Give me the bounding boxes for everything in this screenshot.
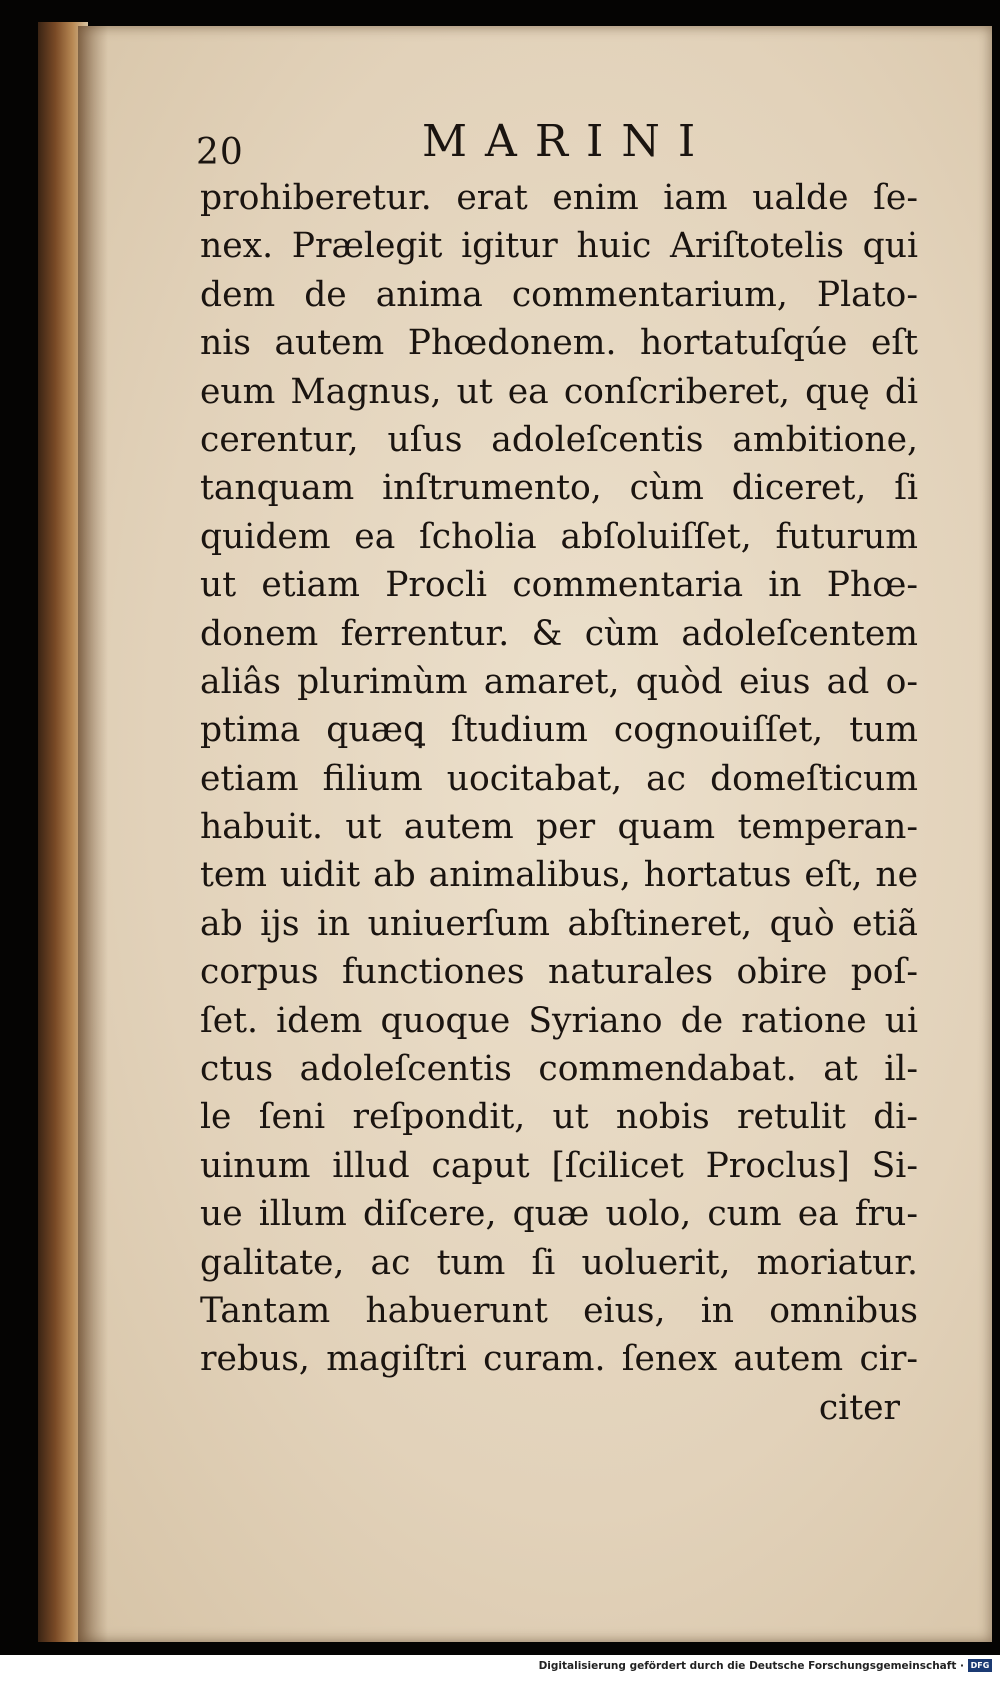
text-line: cerentur, uſus adoleſcentis ambitione, [200,419,918,460]
text-line: corpus functiones naturales obire poſ- [200,952,918,993]
text-line: ab ijs in uniuerſum abſtineret, quò etiã [200,903,918,944]
page-number: 20 [196,132,244,173]
text-line: ctus adoleſcentis commendabat. at il- [200,1049,918,1090]
text-line: tem uidit ab animalibus, hortatus eſt, ne [200,855,918,896]
text-line: Tantam habuerunt eius, in omnibus [200,1290,918,1331]
text-line: uinum illud caput [ſcilicet Proclus] Si- [200,1145,918,1186]
text-block [196,112,930,1432]
text-line: ptima quæꝗ ſtudium cognouiſſet, tum [200,710,918,751]
running-title: MARINI [422,116,714,167]
text-line: aliâs plurimùm amaret, quòd eius ad o- [200,661,918,702]
text-line: prohiberetur. erat enim iam ualde ſe- [200,178,918,218]
body-text [200,174,930,1384]
text-line: rebus, magiſtri curam. ſenex autem cir- [200,1339,918,1380]
footer-bar [0,1655,1000,1685]
text-line: ut etiam Procli commentaria in Phœ- [200,565,918,606]
text-line: ſet. idem quoque Syriano de ratione ui [200,1000,918,1041]
text-line: dem de anima commentarium, Plato- [200,274,918,315]
text-line: etiam filium uocitabat, ac domeſticum [200,758,918,799]
text-line: donem ferrentur. & cùm adoleſcentem [200,613,918,654]
text-line: nis autem Phœdonem. hortatuſqúe eſt [200,323,918,364]
text-line: nex. Prælegit igitur huic Ariſtotelis qui [200,226,918,267]
text-line: tanquam inſtrumento, cùm diceret, ſi [200,468,918,509]
dfg-logo: DFG [968,1659,992,1672]
text-line: galitate, ac tum ſi uoluerit, moriatur. [200,1242,918,1283]
text-line: le ſeni reſpondit, ut nobis retulit di- [200,1097,918,1138]
spine-shadow [78,26,108,1642]
running-head [196,112,930,174]
text-line: habuit. ut autem per quam temperan- [200,807,918,848]
catchword: citer [818,1387,900,1428]
footer-credit: Digitalisierung gefördert durch die Deutsche Forschungsgemeinschaft · [538,1660,964,1672]
text-line: ue illum diſcere, quæ uolo, cum ea fru- [200,1194,918,1235]
text-line: quidem ea ſcholia abſoluiſſet, futurum [200,516,918,557]
text-line: eum Magnus, ut ea conſcriberet, quę di [200,371,918,412]
